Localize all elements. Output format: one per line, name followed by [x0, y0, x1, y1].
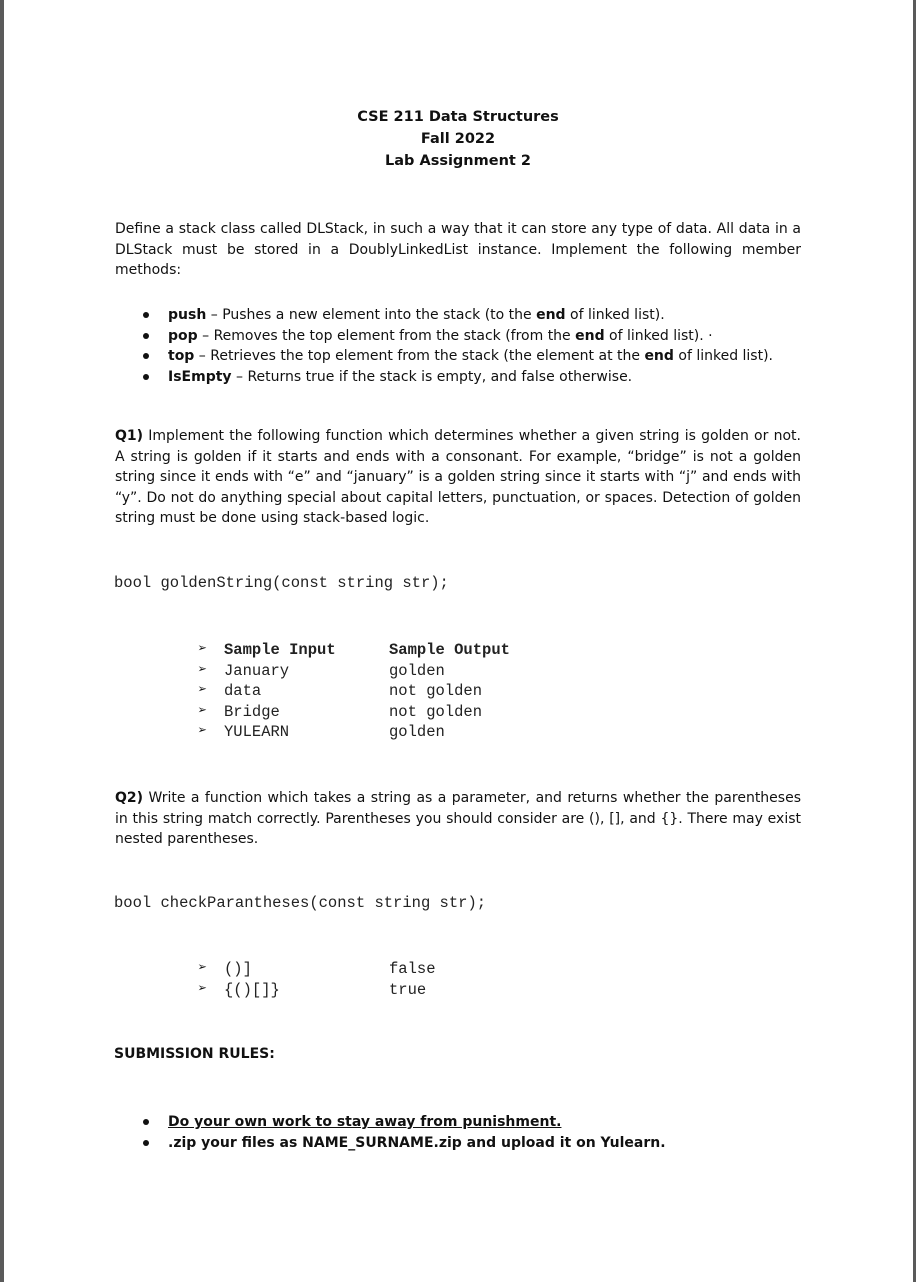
method-item-pop: pop – Removes the top element from the stack (from the end of linked list). ·	[140, 326, 840, 347]
question-1-text: Implement the following function which determines whether a given string is golden or not. A string is golden if it starts and ends with a consonant. For example, “bridge” is not a golden string since it ends with “e” and “january” is a golden string since it starts with “j” and ends with “y”. Do not do anything special about capital letters, punctuation, or spaces. Detection of golden string must be done using stack-based logic.	[115, 428, 801, 526]
table-row: ➢ {()[]} true	[198, 980, 427, 999]
submission-rules-title: SUBMISSION RULES:	[114, 1046, 275, 1062]
table-row: ➢ data not golden	[198, 682, 483, 700]
arrow-bullet-icon: ➢	[198, 960, 208, 977]
table-header: ➢ Sample Input Sample Output	[198, 641, 510, 659]
intro-paragraph: Define a stack class called DLStack, in such a way that it can store any type of data. All data in a DLStack must be stored in a DoublyLinkedList instance. Implement the following member methods:	[115, 221, 801, 278]
arrow-bullet-icon: ➢	[198, 723, 208, 740]
table-row: ➢ ()] false	[198, 960, 436, 978]
question-2-label: Q2)	[115, 790, 144, 806]
sample-io-table-q1	[198, 640, 510, 743]
method-list	[140, 305, 840, 387]
question-1-label: Q1)	[115, 428, 144, 444]
table-row: ➢ YULEARN golden	[198, 723, 445, 741]
arrow-bullet-icon: ➢	[198, 702, 208, 720]
rule-item: .zip your files as NAME_SURNAME.zip and upload it on Yulearn.	[140, 1133, 840, 1154]
method-item-isempty: IsEmpty – Returns true if the stack is empty, and false otherwise.	[140, 367, 840, 388]
sample-io-table-q2	[198, 959, 436, 1000]
semester: Fall 2022	[420, 131, 496, 147]
check-parantheses-signature: bool checkParantheses(const string str);	[114, 894, 487, 912]
submission-rules-list	[140, 1112, 840, 1153]
rule-item: Do your own work to stay away from punishment.	[140, 1112, 840, 1133]
table-row: ➢ Bridge not golden	[198, 702, 483, 721]
golden-string-signature: bool goldenString(const string str);	[114, 574, 449, 592]
question-2-text: Write a function which takes a string as a parameter, and returns whether the parentheses in this string match correctly. Parentheses you should consider are (), [], and {}. There may exist nested parentheses.	[115, 790, 801, 847]
document-header	[0, 106, 916, 172]
table-row: ➢ January golden	[198, 661, 445, 680]
arrow-bullet-icon: ➢	[198, 682, 208, 699]
arrow-bullet-icon: ➢	[198, 980, 208, 998]
method-item-push: push – Pushes a new element into the stack (to the end of linked list).	[140, 305, 840, 326]
question-1	[115, 426, 801, 529]
arrow-bullet-icon: ➢	[198, 661, 208, 679]
method-item-top: top – Retrieves the top element from the stack (the element at the end of linked list).	[140, 346, 840, 367]
question-2	[115, 788, 801, 850]
course-title: CSE 211 Data Structures	[357, 109, 559, 125]
page-border-left	[0, 0, 4, 1282]
assignment-title: Lab Assignment 2	[385, 153, 531, 169]
arrow-bullet-icon: ➢	[198, 641, 208, 658]
